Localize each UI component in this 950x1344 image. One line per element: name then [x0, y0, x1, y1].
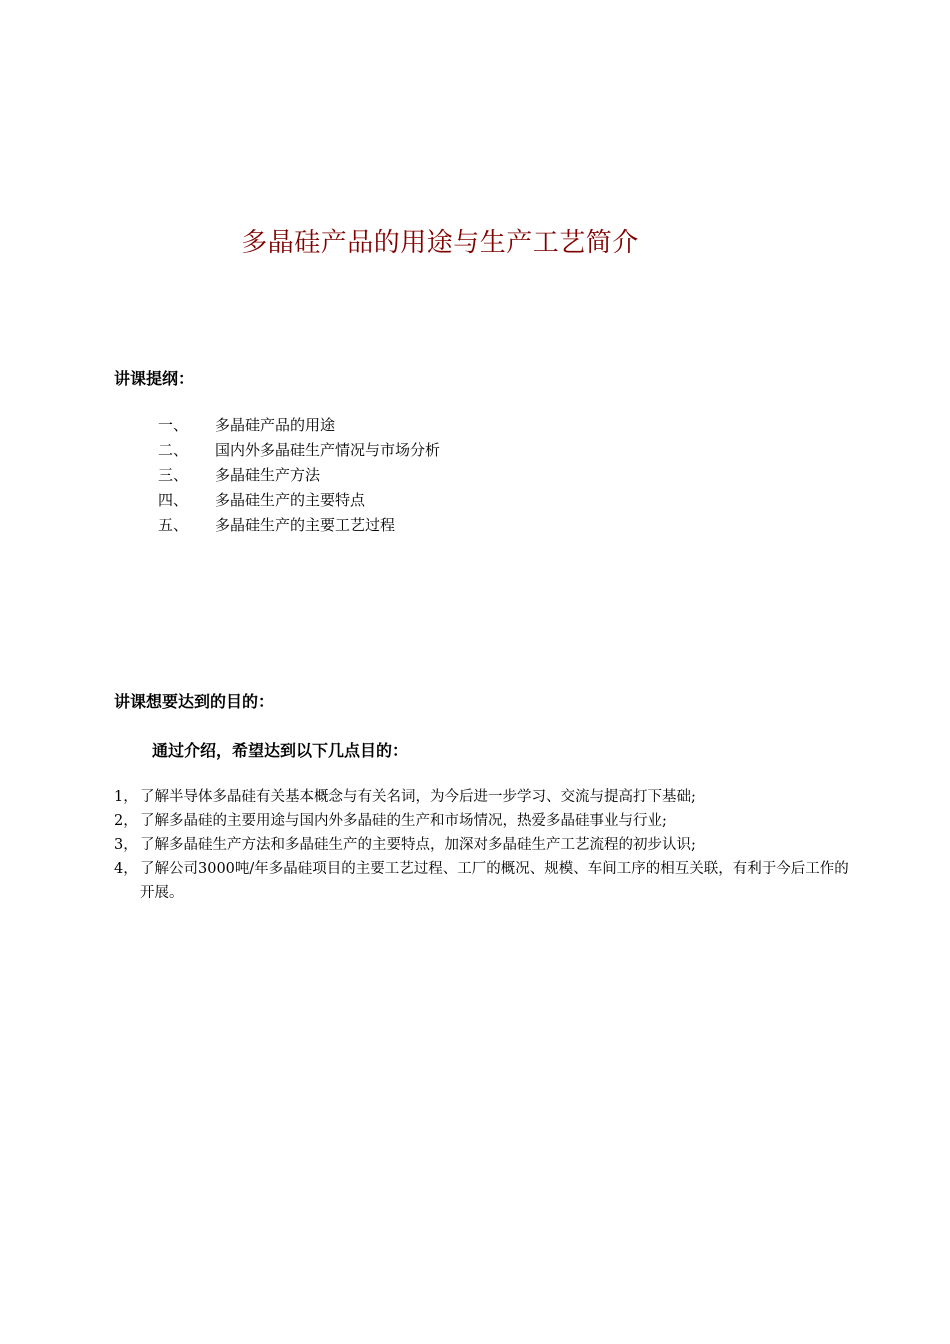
goals-intro: 通过介绍，希望达到以下几点目的：: [152, 741, 409, 760]
goal-item-text: 了解公司3000吨/年多晶硅项目的主要工艺过程、工厂的概况、规模、车间工序的相互关联，有利于今后工作的开展。: [140, 861, 849, 901]
outline-item-number: 四、: [158, 491, 189, 509]
outline-item-text: 国内外多晶硅生产情况与市场分析: [215, 441, 441, 459]
goal-item-number: 4，: [114, 861, 138, 877]
outline-item-text: 多晶硅生产的主要特点: [215, 491, 366, 509]
goal-item-number: 3，: [114, 837, 138, 853]
outline-item-text: 多晶硅产品的用途: [215, 416, 336, 434]
outline-item: [158, 413, 440, 438]
outline-item-number: 三、: [158, 466, 189, 484]
outline-item: [158, 438, 440, 463]
outline-item: [158, 463, 440, 488]
goal-item: [114, 857, 859, 905]
outline-item: [158, 488, 440, 513]
outline-item-number: 五、: [158, 516, 189, 534]
goal-item-number: 1，: [114, 789, 138, 805]
outline-item: [158, 513, 440, 538]
goal-item-number: 2，: [114, 813, 138, 829]
goal-item: [114, 785, 859, 809]
goal-item-text: 了解多晶硅的主要用途与国内外多晶硅的生产和市场情况，热爱多晶硅事业与行业;: [140, 813, 667, 829]
outline-heading: 讲课提纲：: [114, 369, 195, 388]
goal-item-text: 了解多晶硅生产方法和多晶硅生产的主要特点，加深对多晶硅生产工艺流程的初步认识;: [140, 837, 696, 853]
goal-item-text: 了解半导体多晶硅有关基本概念与有关名词，为今后进一步学习、交流与提高打下基础;: [140, 789, 696, 805]
goals-list: [114, 785, 859, 905]
outline-item-text: 多晶硅生产的主要工艺过程: [215, 516, 396, 534]
document-title: 多晶硅产品的用途与生产工艺简介: [241, 228, 639, 258]
outline-list: [158, 413, 440, 538]
outline-item-number: 二、: [158, 441, 189, 459]
outline-item-number: 一、: [158, 416, 189, 434]
goals-heading: 讲课想要达到的目的：: [114, 692, 275, 711]
outline-item-text: 多晶硅生产方法: [215, 466, 321, 484]
goal-item: [114, 809, 859, 833]
goal-item: [114, 833, 859, 857]
